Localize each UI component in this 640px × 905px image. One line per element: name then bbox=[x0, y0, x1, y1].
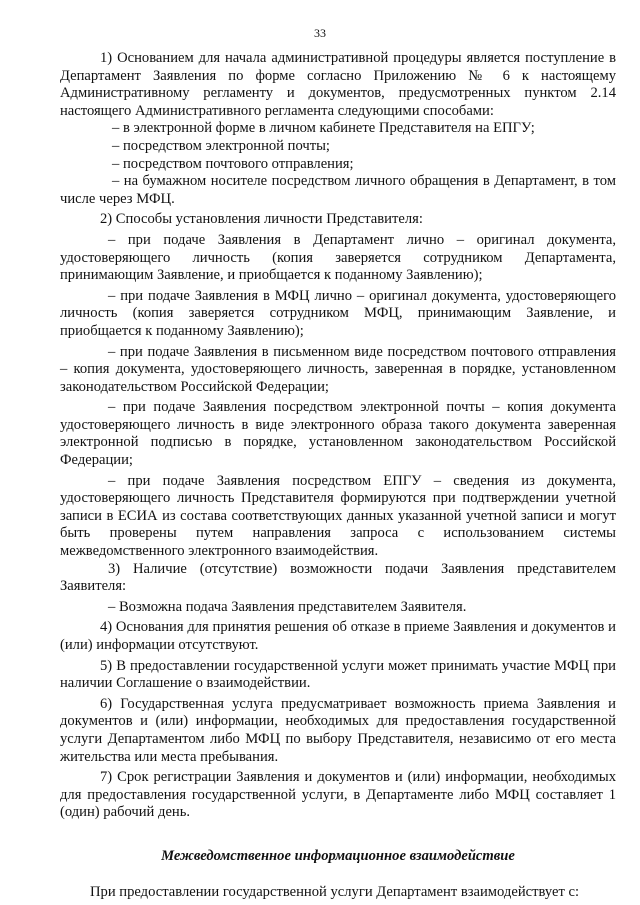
list-item: – в электронной форме в личном кабинете Представителя на ЕПГУ; bbox=[112, 120, 535, 137]
section-heading: Межведомственное информационное взаимодействие bbox=[161, 847, 515, 864]
list-item: – на бумажном носителе посредством личного обращения в Департамент, в том числе через МФЦ. bbox=[60, 173, 616, 207]
list-item: – при подаче Заявления в письменном виде посредством почтового отправления – копия документа, удостоверяющего личность, заверенная в порядке, установленном законодательством Российской Федерации; bbox=[60, 343, 616, 395]
list-item: – при подаче Заявления посредством ЕПГУ – сведения из документа, удостоверяющего личность Представителя формируются при подтверждении учетной записи в ЕСИА из состава соответствующих данных указанной учетной записи и могут быть проверены путем направления запроса с использованием системы межведомственного электронного взаимодействия. bbox=[60, 472, 616, 560]
list-item: – Возможна подача Заявления представителем Заявителя. bbox=[108, 598, 467, 615]
paragraph-7: 7) Срок регистрации Заявления и документов и (или) информации, необходимых для предоставления государственной услуги, в Департаменте либо МФЦ составляет 1 (один) рабочий день. bbox=[60, 769, 616, 821]
paragraph-4: 4) Основания для принятия решения об отказе в приеме Заявления и документов и (или) информации отсутствуют. bbox=[60, 619, 616, 653]
list-item: – при подаче Заявления в МФЦ лично – оригинал документа, удостоверяющего личность (копия заверяется сотрудником МФЦ, принимающим Заявление, и приобщается к поданному Заявлению); bbox=[60, 287, 616, 339]
page-number: 33 bbox=[314, 26, 326, 40]
paragraph-2: 2) Способы установления личности Представителя: bbox=[100, 211, 423, 228]
final-line: При предоставлении государственной услуги Департамент взаимодействует с: bbox=[90, 883, 580, 900]
paragraph-1: 1) Основанием для начала административной процедуры является поступление в Департамент Заявления по форме согласно Приложению № 6 к настоящему Административному регламенту и документов, предусмотренных пунктом 2.14 настоящего Административного регламента следующими способами: bbox=[60, 50, 616, 119]
document-body bbox=[60, 50, 616, 901]
paragraph-3: 3) Наличие (отсутствие) возможности подачи Заявления представителем Заявителя: bbox=[60, 560, 616, 595]
list-item: – посредством электронной почты; bbox=[112, 137, 330, 154]
list-item: – посредством почтового отправления; bbox=[112, 155, 354, 172]
list-item: – при подаче Заявления посредством электронной почты – копия документа удостоверяющего личность в виде электронного образа такого документа заверенная электронной подписью в порядке, установленном законодательством Российской Федерации; bbox=[60, 399, 616, 469]
paragraph-5: 5) В предоставлении государственной услуги может принимать участие МФЦ при наличии Соглашение о взаимодействии. bbox=[60, 657, 616, 692]
list-item: – при подаче Заявления в Департамент лично – оригинал документа, удостоверяющего личность (копия заверяется сотрудником Департамента, принимающим Заявление, и приобщается к поданному Заявлению); bbox=[60, 231, 616, 284]
paragraph-6: 6) Государственная услуга предусматривает возможность приема Заявления и документов и (или) информации, необходимых для предоставления государственной услуги Департаментом либо МФЦ по выбору Представителя, независимо от его места жительства или места пребывания. bbox=[60, 695, 616, 765]
